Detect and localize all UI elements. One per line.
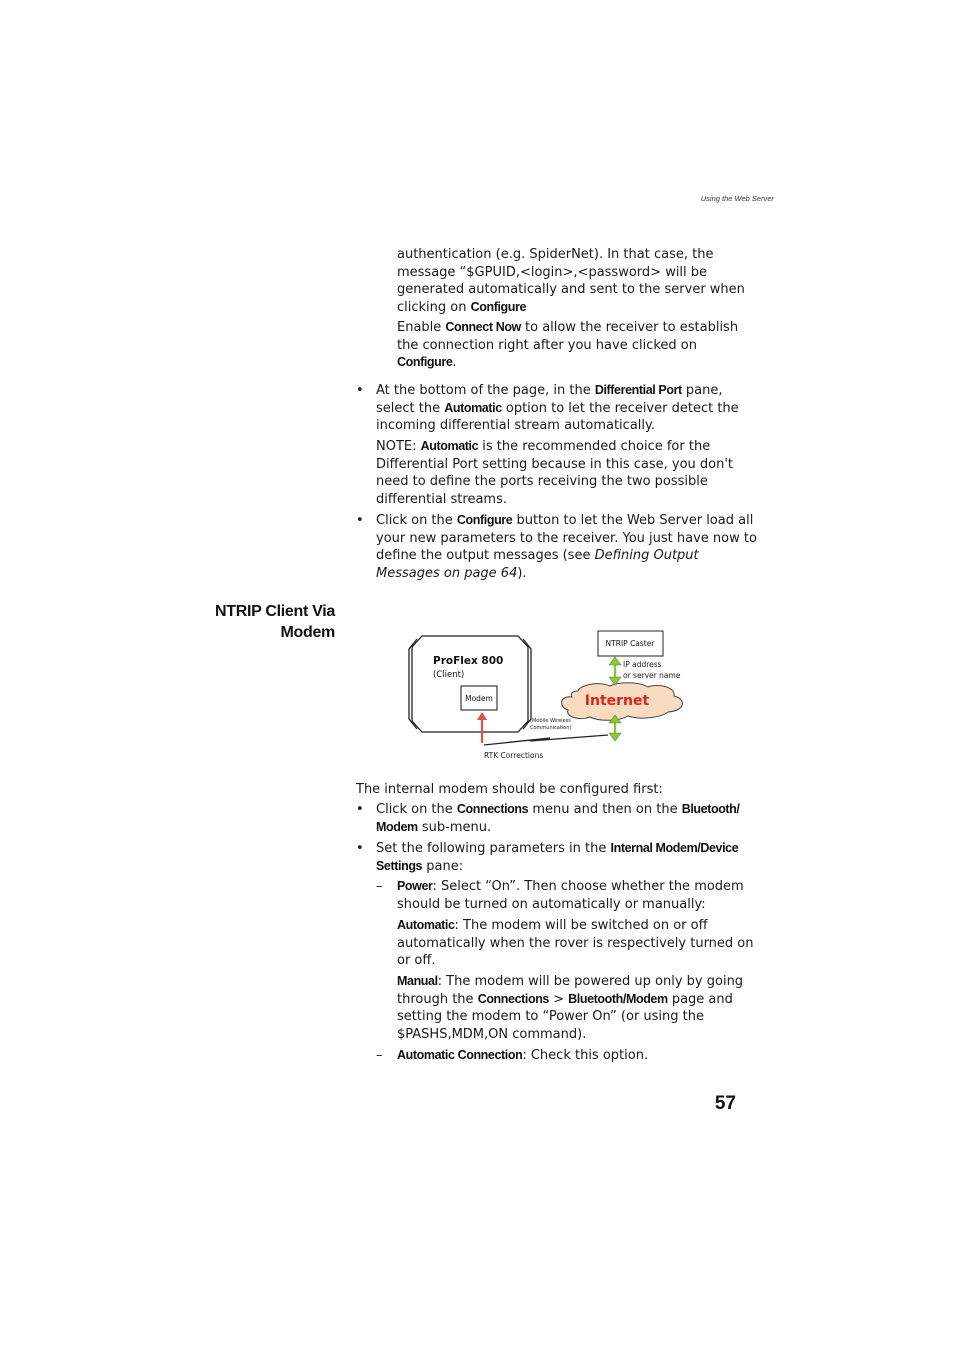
bullet-marker: • — [356, 841, 364, 856]
bullet-modem-settings: Set the following parameters in the Internal Modem/Device Settings pane: — [376, 841, 739, 874]
device-role: (Client) — [433, 670, 465, 680]
note-paragraph: NOTE: Automatic is the recommended choice for the Differential Port setting because in this case, you don't need to define the ports receiving the two possible differential streams. — [376, 439, 734, 507]
bullet-marker: • — [356, 383, 364, 398]
caster-label: NTRIP Caster — [605, 639, 655, 648]
bullet-configure: Click on the Configure button to let the Web Server load all your new parameters to the receiver. You just have now to define the output messages (see Defining Output Messages on page 64). — [376, 513, 757, 581]
ip-label-2: or server name — [623, 671, 681, 680]
bullet-marker: • — [356, 513, 364, 528]
receiver-device — [409, 636, 531, 732]
green-arrow-upper — [609, 657, 621, 685]
running-header: Using the Web Server — [700, 194, 774, 203]
ip-label-1: IP address — [623, 660, 662, 669]
paragraph-connect-now: Enable Connect Now to allow the receiver to establish the connection right after you have clicked on Configure. — [397, 320, 739, 371]
internet-cloud — [562, 683, 683, 721]
dash-marker: – — [376, 879, 383, 894]
cross-reference-link[interactable]: Messages on page 64 — [376, 565, 518, 581]
wireless-label-2: Communication) — [530, 725, 572, 731]
modem-label: Modem — [465, 694, 493, 703]
item-power: Power: Select “On”. Then choose whether the modem should be turned on automatically or manually: — [397, 879, 744, 912]
ntrip-modem-diagram — [400, 625, 700, 770]
section-heading: NTRIP Client Via Modem — [215, 603, 335, 641]
page-number: 57 — [714, 1093, 736, 1114]
paragraph-authentication: authentication (e.g. SpiderNet). In that case, the message “$GPUID,<login>,<password> will be generated automatically and sent to the server when clicking on Configure — [397, 247, 745, 315]
bullet-differential-port: At the bottom of the page, in the Differential Port pane, select the Automatic option to let the receiver detect the incoming differential stream automatically. — [376, 383, 739, 434]
item-manual: Manual: The modem will be powered up only by going through the Connections > Bluetooth/Modem page and setting the modem to “Power On” (or using the $PASHS,MDM,ON command). — [397, 974, 744, 1042]
cross-reference-link[interactable]: Defining Output — [594, 548, 699, 564]
bullet-marker: • — [356, 802, 364, 817]
bullet-connections-menu: Click on the Connections menu and then on the Bluetooth/ Modem sub-menu. — [376, 802, 740, 835]
intro-text: The internal modem should be configured first: — [356, 782, 663, 797]
internet-label: Internet — [584, 693, 650, 709]
dash-marker: – — [376, 1048, 383, 1063]
wireless-label-1: (Mobile Wireless — [530, 718, 571, 724]
item-automatic-connection: Automatic Connection: Check this option. — [397, 1048, 649, 1063]
wireless-link — [484, 735, 608, 745]
device-name: ProFlex 800 — [433, 655, 504, 667]
item-automatic: Automatic: The modem will be switched on or off automatically when the rover is respectively turned on or off. — [397, 918, 754, 969]
rtk-label: RTK Corrections — [484, 751, 544, 760]
